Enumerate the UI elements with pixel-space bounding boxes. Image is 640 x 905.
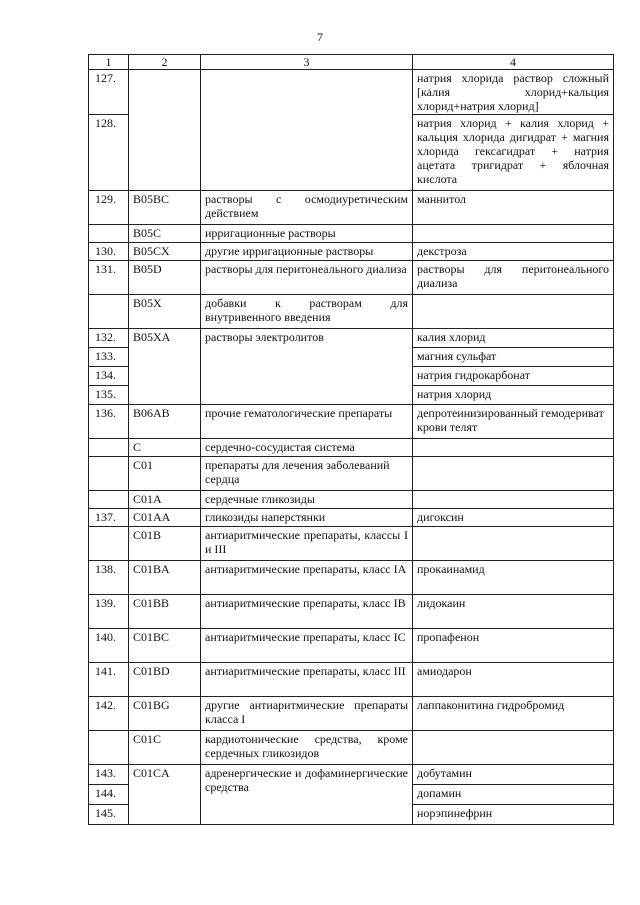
row-number: 127.: [89, 70, 129, 115]
row-number: 144.: [89, 785, 129, 805]
table-row: [89, 329, 614, 348]
group-name: антиаритмические препараты, классы I и III: [201, 527, 413, 561]
group-name: антиаритмические препараты, класс III: [201, 663, 413, 697]
table-row: [89, 527, 614, 561]
atc-code: B06AB: [129, 405, 201, 439]
group-name: растворы с осмодиуретическим действием: [201, 191, 413, 225]
table-row: [89, 295, 614, 329]
drug-classification-table: [88, 54, 614, 825]
column-header: 3: [201, 55, 413, 70]
row-number: 132.: [89, 329, 129, 348]
drug-name: растворы для перитонеального диализа: [413, 261, 614, 295]
drug-name: [413, 295, 614, 329]
table-row: [89, 457, 614, 491]
row-number: 145.: [89, 805, 129, 825]
group-name: сердечно-сосудистая система: [201, 439, 413, 457]
drug-name: декстроза: [413, 243, 614, 261]
table-row: [89, 697, 614, 731]
page-number: 7: [317, 30, 323, 44]
row-number: 130.: [89, 243, 129, 261]
drug-name: пропафенон: [413, 629, 614, 663]
table-row: [89, 663, 614, 697]
atc-code: [129, 70, 201, 191]
table-row: [89, 70, 614, 115]
atc-code: C01A: [129, 491, 201, 509]
table-row: [89, 731, 614, 765]
drug-name: маннитол: [413, 191, 614, 225]
group-name: другие антиаритмические препараты класса I: [201, 697, 413, 731]
atc-code: B05D: [129, 261, 201, 295]
row-number: 136.: [89, 405, 129, 439]
drug-name: депротеинизированный гемодериват крови телят: [413, 405, 614, 439]
table-row: [89, 439, 614, 457]
drug-name: амиодарон: [413, 663, 614, 697]
table-row: [89, 561, 614, 595]
drug-name: прокаинамид: [413, 561, 614, 595]
row-number: 138.: [89, 561, 129, 595]
atc-code: C01BA: [129, 561, 201, 595]
atc-code: C01BG: [129, 697, 201, 731]
group-name: прочие гематологические препараты: [201, 405, 413, 439]
group-name: антиаритмические препараты, класс IA: [201, 561, 413, 595]
drug-name: [413, 491, 614, 509]
drug-name: [413, 457, 614, 491]
table-row: [89, 509, 614, 527]
column-header: 2: [129, 55, 201, 70]
group-name: сердечные гликозиды: [201, 491, 413, 509]
drug-name: [413, 731, 614, 765]
table-row: [89, 595, 614, 629]
column-header: 1: [89, 55, 129, 70]
row-number: 142.: [89, 697, 129, 731]
atc-code: C01BD: [129, 663, 201, 697]
row-number: 134.: [89, 367, 129, 386]
table-row: [89, 243, 614, 261]
row-number: 128.: [89, 115, 129, 191]
row-number: 135.: [89, 386, 129, 405]
drug-name: [413, 439, 614, 457]
group-name: кардиотонические средства, кроме сердечных гликозидов: [201, 731, 413, 765]
atc-code: C01C: [129, 731, 201, 765]
drug-name: натрия хлорид + калия хлорид + кальция хлорида дигидрат + магния хлорида гексагидрат + натрия ацетата тригидрат + яблочная кислота: [413, 115, 614, 191]
row-number: [89, 295, 129, 329]
atc-code: C01BC: [129, 629, 201, 663]
drug-name: норэпинефрин: [413, 805, 614, 825]
drug-name: калия хлорид: [413, 329, 614, 348]
group-name: ирригационные растворы: [201, 225, 413, 243]
row-number: 143.: [89, 765, 129, 785]
column-header: 4: [413, 55, 614, 70]
group-name: препараты для лечения заболеваний сердца: [201, 457, 413, 491]
drug-name: добутамин: [413, 765, 614, 785]
atc-code: B05XA: [129, 329, 201, 405]
atc-code: C01CA: [129, 765, 201, 825]
atc-code: C01AA: [129, 509, 201, 527]
atc-code: B05CX: [129, 243, 201, 261]
row-number: [89, 491, 129, 509]
drug-name: лидокаин: [413, 595, 614, 629]
drug-name: натрия хлорид: [413, 386, 614, 405]
atc-code: C01BB: [129, 595, 201, 629]
row-number: 140.: [89, 629, 129, 663]
group-name: другие ирригационные растворы: [201, 243, 413, 261]
group-name: [201, 70, 413, 191]
drug-name: [413, 527, 614, 561]
atc-code: B05C: [129, 225, 201, 243]
row-number: 141.: [89, 663, 129, 697]
row-number: 139.: [89, 595, 129, 629]
table-row: [89, 261, 614, 295]
drug-name: натрия хлорида раствор сложный [калия хлорид+кальция хлорид+натрия хлорид]: [413, 70, 614, 115]
drug-name: допамин: [413, 785, 614, 805]
drug-name: дигоксин: [413, 509, 614, 527]
row-number: [89, 225, 129, 243]
table-row: [89, 225, 614, 243]
row-number: [89, 731, 129, 765]
atc-code: C01: [129, 457, 201, 491]
drug-name: лаппаконитина гидробромид: [413, 697, 614, 731]
atc-code: C01B: [129, 527, 201, 561]
table-row: [89, 491, 614, 509]
row-number: 131.: [89, 261, 129, 295]
group-name: адренергические и дофаминергические средства: [201, 765, 413, 825]
group-name: антиаритмические препараты, класс IC: [201, 629, 413, 663]
group-name: гликозиды наперстянки: [201, 509, 413, 527]
row-number: [89, 439, 129, 457]
row-number: 137.: [89, 509, 129, 527]
table-row: [89, 765, 614, 785]
atc-code: B05X: [129, 295, 201, 329]
table-row: [89, 629, 614, 663]
atc-code: B05BC: [129, 191, 201, 225]
drug-name: натрия гидрокарбонат: [413, 367, 614, 386]
group-name: растворы для перитонеального диализа: [201, 261, 413, 295]
header-row: [89, 55, 614, 70]
row-number: [89, 527, 129, 561]
drug-name: магния сульфат: [413, 348, 614, 367]
row-number: 133.: [89, 348, 129, 367]
drug-name: [413, 225, 614, 243]
atc-code: C: [129, 439, 201, 457]
table-row: [89, 405, 614, 439]
row-number: 129.: [89, 191, 129, 225]
table-row: [89, 191, 614, 225]
group-name: добавки к растворам для внутривенного введения: [201, 295, 413, 329]
group-name: растворы электролитов: [201, 329, 413, 405]
group-name: антиаритмические препараты, класс IB: [201, 595, 413, 629]
row-number: [89, 457, 129, 491]
